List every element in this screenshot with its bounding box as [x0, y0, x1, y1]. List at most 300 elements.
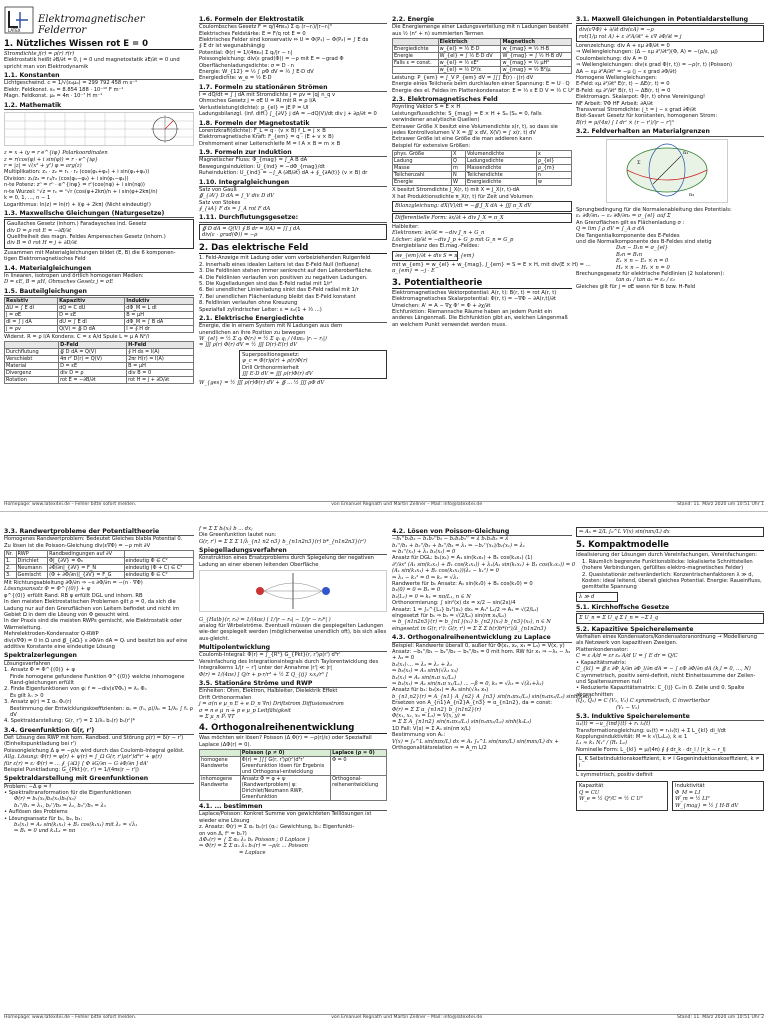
formula-line: W_m = ½ LI²: [675, 796, 710, 803]
formula-line: C_{kl} = ∯ ε ∂Φ_k/∂n ∂Φ_l/∂n dA = − ∫ εΦ ∂Φ/∂n dA (k,l = 0, ..., N): [576, 666, 751, 673]
column-1: [4, 526, 194, 835]
formula-line: Logarithmus: ln(z) = ln(r) + i(φ + 2kπ) (Nicht eindeutig!): [4, 201, 151, 208]
footer-date: Stand: 11. März 2020 um 10:51 Uhr 2: [677, 1015, 764, 1020]
formula-line: Bilanzgleichung: dX(V)/dt = −∯ J_X dA + ∭ π_X dV: [395, 203, 532, 210]
subsection-heading: 3.1. Maxwell Gleichungen in Potentialdarstellung: [576, 16, 764, 24]
table-row: [5, 349, 194, 356]
formula-line: Elektromagnetische Kraft: F_{em} = q · (E + v × B): [199, 134, 334, 141]
table-row: [393, 46, 572, 53]
table-row: [5, 565, 194, 572]
list-item: Bestimmung der Entwicklungskoeffizienten: αₙ = ⟨fₙ, ρ⟩/λₙ = 1/λₙ ∫ fₙ ρ dV: [10, 705, 193, 718]
formula-line: Energiedichte: w_e = ½ E·D: [199, 75, 272, 82]
formula-line: Differentielle Form: ∂x/∂t + div J_X = π_X: [395, 214, 504, 221]
table-cell: Divergenz: [5, 370, 59, 377]
text-line: on von Δ, fⁿ = bₙ?): [199, 830, 247, 837]
table-cell: rot H = j + ∂D/∂t: [127, 377, 194, 384]
formula-line: n-te Potenz: zⁿ = rⁿ · e^{inφ} = rⁿ(cos(nφ) + i sin(nφ)): [4, 182, 145, 189]
table-row: [393, 165, 572, 172]
formula-line: b₁(x₁) = A₁ sin(k₁x₁) + B₁ cos(k₁x₁) mit λ₁ = √λ₁: [14, 822, 138, 829]
formula-line: = ∭ ρ(r) Φ(r) dV = ½ ∭ D(r)·E(r) dV: [199, 342, 297, 349]
formula-line: ⇒ B₁ = 0 und k₁L₁ = nπ: [14, 828, 76, 835]
table-cell: [393, 67, 439, 74]
table-cell: Φ(r) = ∫∫∫ G(r, r')ρ(r')d³r' Greenfunktion lösen für Ergebnis und Orthogonal-entwicklung: [240, 757, 330, 776]
table-cell: ρ_{m}: [536, 165, 571, 172]
footer-homepage[interactable]: Homepage: www.latex4ei.de – Fehler bitte sofort melden.: [4, 502, 137, 507]
formula-line: ε₁ ∂Φ/∂n₁ − ε₂ ∂Φ/∂n₂ = σ_{el} auf Σ: [576, 213, 671, 220]
text-line: Leistungsflussdichte: S_{mag} = E × H + S₀ (S₀ = 0, falls verwindener analytische Quellen): [392, 110, 542, 124]
subsection-heading: 1.9. Formeln zur Induktion: [199, 149, 387, 157]
table-cell: X: [451, 151, 465, 158]
formula-line: Poissongleichung: div(ε grad(Φ)) = −ρ mit E = −grad Φ: [199, 56, 344, 63]
table-cell: Teilchendichte: [465, 172, 536, 179]
inductance-coefficient-box: [576, 754, 764, 771]
formula-line: div D = ρ rot E = −∂B/∂t: [7, 227, 72, 234]
table-cell: inhomogene Randwerte: [200, 776, 241, 801]
maxwell-potential-box: [576, 25, 764, 42]
table-cell: Verschiebt: [5, 356, 59, 363]
formula-line: Φ(r) = Σ Σ α_{n1n2} b_{n1n2}(r): [392, 706, 482, 713]
list-item: • Lösungsansatz für b₁, b₂, b₃:: [4, 815, 83, 822]
text-line: Energie eines Teilchens beim durchlaufen einer Spannung: E = U · Q: [392, 81, 570, 88]
formula-line: λ ≫ d: [579, 593, 595, 600]
table-cell: m: [451, 165, 465, 172]
column-2: [199, 526, 387, 856]
formula-line: b₁''/b₁ = λ₁, b₂''/b₂ = λ₂, b₃''/b₃ = λ₃: [14, 802, 106, 809]
text-line: Zusammen mit Materialgleichungen bildet (E, B) die 6 komponen-: [4, 249, 176, 256]
table-cell: Q: [451, 158, 465, 165]
subsection-heading: 1.1. Konstanten: [4, 72, 194, 80]
table-cell: Energie: [393, 53, 439, 60]
table-cell: x: [536, 151, 571, 158]
list-item: 6. Bei unendlicher Linienladung sinkt das E-Feld radial mit 1/r: [199, 287, 359, 294]
formula-line: Lorenzeichung: div A + εμ ∂Φ/∂t = 0: [576, 43, 670, 50]
box-title: Induktivität: [675, 783, 705, 790]
text-line: In den meisten Elektrostatischen Problemen gilt ρ = 0, da sich die Ladung nur auf den Grenzflächen von Leitern befindet und nicht im Gebiet Ω in dem die Lösung von Φ gesucht wird.: [4, 599, 180, 619]
list-item: 5. Die Kugelladungen sind das E-Feld radial mit 1/r²: [199, 281, 333, 287]
page-footer: [4, 501, 764, 508]
subsection-heading: Spiegelladungsverfahren: [199, 547, 387, 555]
table-cell: w: [536, 179, 571, 186]
formula-line: W_{mag} = ½ ∫ H·B dV: [675, 802, 739, 809]
text-line: X hat Produktionsdichte π_X(r, t) für Zeit und Volumen: [392, 193, 533, 200]
table-row: [5, 558, 194, 565]
logo-text: LATEX: [8, 28, 21, 33]
formula-line: Multiplikation: z₁ · z₂ = r₁ · r₂ (cos(φ₁+φ₂) + i sin(φ₁+φ₂)): [4, 169, 150, 176]
list-item: 8. Feldlinien verlaufen ohne Kreuzung: [199, 300, 298, 307]
table-header-cell: Resistiv: [5, 297, 58, 304]
text-line: C symmetrisch, positiv semi-definit, nicht Einheitssumme der Zeilen- und Spaltensummen null: [576, 672, 756, 685]
text-line: mit w_{em} = w_{el} + w_{mag}, J_{em} = S = E × H, mit div(E × H) = ...: [392, 261, 591, 268]
table-cell: Randbedingungen auf ∂V: [48, 551, 124, 558]
formula-line: 1D Fall: V(x) = Σ Aₙ sin(nπ x/L): [392, 725, 471, 732]
wavelength-box: [576, 592, 618, 602]
formula-line: Ruheinduktion: U_{ind} = −∫_A (∂B/∂t) dA + ∮_{∂A(t)} (v × B) dr: [199, 170, 368, 177]
superposition-box: [239, 350, 387, 380]
footer-homepage[interactable]: Homepage: www.latex4ei.de – Fehler bitte sofort melden.: [4, 1015, 137, 1020]
list-item: 3. Ansatz φ(r) = Σ αₙ Φₙ(r): [4, 699, 72, 706]
table-cell: Energiedichte: [465, 179, 536, 186]
text-line: Gaußsches Gesetz (inhom.) Faradaysches ind. Gesetz: [7, 221, 147, 228]
text-line: Lösungsverfahren: [4, 660, 51, 667]
table-cell: dΦ_M = L dI: [125, 304, 194, 311]
text-line: Beispiel für extensive Größen:: [392, 142, 471, 149]
table-cell: Φ = 0: [331, 757, 387, 776]
table-cell: [124, 551, 194, 558]
unit-circle-table-figure: [4, 112, 194, 146]
formula-line: σ = n e μ_n + p e μ_p Leitfähigkeit: [199, 707, 292, 714]
table-cell: ΔU = ∫ E dl: [5, 304, 58, 311]
text-line: In der Praxis sind die meisten RWPs gemischt, wie Elektrostatik oder Wärmeleitung.: [4, 618, 183, 631]
list-item: • Auflösen des Problems: [4, 809, 68, 816]
table-row: [393, 60, 572, 67]
table-cell: w_{mag} = ½ B²/μ: [501, 67, 572, 74]
formula-line: W_e = ½ Q²/C = ½ C U²: [579, 796, 643, 803]
column-4: [576, 14, 764, 290]
text-line: Energiebilanz des El.mag.-Feldes:: [392, 243, 480, 250]
formula-line: ⇒ Wellengleichungen: (Δ − εμ ∂²/∂t²)(Φ, A) = −(ρ/ε, μj): [576, 49, 718, 56]
table-cell: Rotation: [5, 377, 59, 384]
text-line: Poissongleichung Δ φ = −ρ/ε wird durch das Coulomb-Integral gelöst.: [4, 747, 185, 754]
table-header-cell: [200, 750, 241, 757]
formula-line: Nominelle Form: L_{kl} = μ/(4π) ∮ ∮ dr_k · dr_l / |r_k − r_l|: [576, 746, 726, 753]
table-cell: phys. Größe: [393, 151, 452, 158]
energy-balance-box: [392, 251, 475, 261]
table-cell: Dirichlet: [16, 558, 48, 565]
table-header-cell: [393, 39, 439, 46]
list-item: • Kapazitätsmatrix:: [576, 659, 627, 666]
table-cell: 4π r² D(r) = Q(V): [59, 356, 127, 363]
table-cell: w_{el} = ½ E·D: [438, 46, 501, 53]
formula-line: ∯_{∂V} D dA = ∫_V div D dV: [199, 193, 275, 200]
text-line: (Einheitspunktladung bei r'): [4, 741, 77, 748]
formula-line: V(x) = ∫₀^L sin(nπx/L) dx = A₁ ∫₀^L sin(nπx/L) sin(mπx/L) dx +: [392, 738, 559, 745]
text-line: Verhalten eines Kondensators/Kondensatoranordnung → Modellierung als Netzwerk von kapazitiven Zweigen.: [576, 634, 757, 647]
column-4: [576, 526, 764, 812]
formula-line: Φ(r) = b₁(x₁)b₂(x₂)b₃(x₃): [14, 796, 76, 803]
formula-line: Elektrisches Felder sind konservativ ⇔ U = Φ(P₁) − Φ(P₂) = ∫ E ds: [199, 37, 369, 44]
table-cell: I = ∮ H dr: [125, 325, 194, 332]
table-cell: eindeutig (Φ + C) ∈ C²: [124, 565, 194, 572]
durchflutung-box: [199, 224, 387, 241]
formula-line: ⇒ λ₁ − k₁² = 0 ⇒ k₁ = √λ₁: [392, 574, 459, 581]
table-cell: Gemischt: [16, 572, 48, 579]
subsection-heading: 1.5. Bauteilgleichungen: [4, 288, 194, 296]
text-line: Satz von Gauß: [199, 186, 237, 193]
formula-line: ⇒ b₃(x₃) = A₃ sinh(√λ₃ x₃): [392, 668, 458, 675]
formula-line: E-Feld: εμ ∂²/∂t² E(r, t) − ΔE(r, t) = 0: [576, 81, 670, 88]
formula-line: f = Σ Σ bᵢ(xᵢ) b ... dxⱼ: [199, 526, 253, 532]
table-cell: B = μH: [127, 363, 194, 370]
capacitance-inductance-summary: [576, 780, 764, 812]
table-header-cell: Laplace (ρ = 0): [331, 750, 387, 757]
table-cell: W: [451, 179, 465, 186]
table-cell: D = εE: [58, 311, 125, 318]
formula-line: eingesetzt für b₁ ⇒ b₁ = √(2/L₁) sin(nπ x₁/L₁): [392, 613, 507, 620]
table-row: [200, 757, 387, 776]
formula-line: u₁(t) = −u_{ind}(t) + r₁ i₁(t): [576, 721, 651, 728]
text-line: spricht man von Elektrodynamik: [4, 63, 89, 70]
field-comparison-table: [4, 341, 194, 384]
table-cell: w_{el} = ½ D²/ε: [438, 67, 501, 74]
constant-line: Lichtgeschwind. c = 1/√(ε₀μ₀) = 299 792 458 m s⁻¹: [4, 80, 138, 87]
table-cell: ρ_{el}: [536, 158, 571, 165]
list-item: 2. Finde Eigenfunktionen von φ: f = −div(ε∇Φₙ) = λₙ Φₙ: [4, 686, 147, 693]
formula-line: Drehmoment einer Leiterschleife M = I A × B = m × B: [199, 140, 341, 147]
text-line: Homogene Wellengleichungen:: [576, 75, 657, 82]
list-item: 3. Die Feldlinien stehen immer senkrecht auf den Leiteroberfläche.: [199, 268, 373, 275]
formula-line: ψ_c = Φ(r)ρ(r) + ρ(r)Φ(r): [242, 358, 308, 365]
table-row: [393, 172, 572, 179]
list-item: 7. Bei unendlichen Flächenladung bleibt das E-Feld konstant: [199, 293, 356, 300]
text-line: analog für Wirbelströme. Eventuell müssen die gespiegelten Ladungen wie-der gespiegelt werden (möglicherweise unendlich oft), bis sich alles aus-gleicht.: [199, 623, 387, 642]
component-equations-table: [4, 297, 194, 333]
text-line: An Grenzflächen gilt es Flächenladung σ :: [576, 219, 685, 226]
table-cell: eindeutig Φ ∈ C²: [124, 558, 194, 565]
column-1: [4, 14, 194, 385]
formula-line: b₁(L₁) = 0 ⇒ k₁ = nπ/L₁, n ∈ N: [392, 593, 471, 600]
table-cell: div B = 0: [127, 370, 194, 377]
formula-line: b_{n1,n2}(r) = A_{n1} A_{n2} A_{n3} sin(n₁πx₁/L₁) sin(n₂πx₂/L₂) sinh(k₃x₃): [392, 693, 592, 700]
table-cell: Ansatz Φ = φ + ψ (Randwertproblem) φ: Dirichlet/Neumann RWP, Greenfunktion: [240, 776, 330, 801]
formula-line: G_{Halb}(r, r₀) = 1/(4πε) ( 1/|r − r₀| − 1/|r − r₀*| ): [199, 616, 331, 623]
formula-line: Ansatz für DGL: b₁(x₁) = A₁ sin(k₁x₁) + B₁ cos(k₁x₁) (1): [392, 555, 533, 562]
formula-line: Elektronen: ∂n/∂t = −div J_n + G_n: [392, 230, 485, 237]
energy-table: [392, 38, 572, 74]
formula-line: D₂n − D₁n = σ_{el}: [616, 245, 668, 252]
kirchhoff-box: [576, 613, 764, 623]
table-header-cell: Elektrisch: [438, 39, 501, 46]
formula-line: b₁(x₁)·... ⇒ λ₃ = λ₁ + λ₂: [392, 661, 453, 668]
section-heading: 1. Nützliches Wissen rot E = 0: [4, 39, 194, 50]
table-cell: dΦ_M = ∫ B dA: [125, 318, 194, 325]
subsection-heading: 1.7. Formeln zu stationären Strömen: [199, 84, 387, 92]
section-heading: 2. Das elektrische Feld: [199, 243, 387, 254]
table-cell: homogene Randwerte: [200, 757, 241, 776]
list-item: • Reduzierte Kapazitätsmatrix: C_{ij} C₀ in 0. Zeile und 0. Spalte abgeschnitten: [576, 685, 745, 698]
formula-line: Ersetzen von A_{n1}A_{n2}A_{n3} = α_{n1n2}, da = const:: [392, 700, 553, 707]
formula-line: B(r) = μ/(4π) ∫ I dr' × (r − r')/|r − r'|³: [576, 119, 674, 126]
text-line: Satz von Stokes: [199, 199, 241, 206]
table-cell: Ladungsdichte: [465, 158, 536, 165]
subsection-heading: 1.10. Integralgleichungen: [199, 179, 387, 187]
table-header-cell: Induktiv: [125, 297, 194, 304]
subsection-heading: 3.4. Greenfunktion G(r, r'): [4, 727, 194, 735]
differential-box: [392, 213, 572, 223]
table-row: [393, 67, 572, 74]
text-line: Gleiches gilt für j = σE wenn für B bzw. H-Feld: [576, 283, 696, 290]
text-line: Extrawer Größe X besitzt eine Volumendichte x(r, t), so dass sie jedes Kontrollvolumen V X = ∭ x dV, X(V) = ∫ x(r, t) dV: [392, 123, 558, 137]
formula-line: Stromdichte j(r) = ρ(r) ṙ(r): [4, 51, 75, 57]
text-line: Superpositionsgesetz:: [242, 351, 300, 358]
fourier-coefficient-box: [576, 527, 764, 537]
table-cell: Ladung: [393, 158, 452, 165]
formula-line: G(r, r') = Σ Σ Σ 1/λ_{n1 n2 n3} b_{n1n2n3}(r) b*_{n1n2n3}(r'): [199, 538, 366, 545]
formula-line: ⇒ Φ(r) = Σ Σ αₙ λₙ bₙ(r) = −ρ/ε ... Poisson: [199, 843, 308, 850]
text-line: Einheiten: Ohm, Elektron, Halbleiter, Dielektrik Effekt: [199, 688, 338, 695]
table-cell: Φ|_{∂V} = Φ₀: [48, 558, 124, 565]
formula-line: Coulomb-Integral: Φ(r) = ∫_{R³} G_{Pkt}(r, r')ρ(r') d³r': [199, 652, 341, 659]
formula-line: ⇒ b₁(x₁) = A₁ sin(n₁π x₁/L₁) ... −β = 0, k₃ = √λ₃ = √(λ₁+λ₂): [392, 680, 544, 687]
formula-line: Transversal Stromdichte: j_t = j − ε grad ∂Φ/∂t: [576, 107, 697, 114]
page-2: [0, 512, 768, 1024]
table-header-cell: [5, 342, 59, 349]
table-header-cell: D-Feld: [59, 342, 127, 349]
text-line: Sprungbedingung für die Normalenableitung des Potentials:: [576, 206, 732, 213]
text-line: NF Arbeit: ∇Φ HF Arbeit: ∂A/∂t: [576, 100, 654, 107]
subsection-heading: 1.8. Formeln der Magnetostatik: [199, 120, 387, 128]
subsection-heading: 3.3. Randwertprobleme der Potentialtheorie: [4, 528, 194, 536]
formula-line: Elektrisches Feldstärke: E = F/q rot E = 0: [199, 30, 306, 37]
text-line: Widerst. R = ρ l/A Kondens. C = ε A/d Spule L = μ A N²/l: [4, 333, 150, 340]
formula-line: W_{el} = ½ Σ qᵢ Φ(rᵢ) = ½ Σ qᵢ qⱼ / (4πε₀ |rᵢ − rⱼ|): [199, 336, 327, 343]
table-cell: W_{el} = ∫ ½ E·D dV: [438, 53, 501, 60]
table-cell: eindeutig Φ ∈ C²: [124, 572, 194, 579]
list-item: 4. Spektraldarstellung: G(r, r') = Σ 1/λₙ bₙ(r) bₙ(r')*: [4, 718, 136, 725]
table-cell: 1.: [5, 558, 17, 565]
formula-line: für ε(r) = ε: Φ(r) = ... ∮_{∂Ω} [ Φ ∂G/∂n − G ∂Φ/∂n ] dA': [4, 760, 149, 767]
formula-line: B-Feld: εμ ∂²/∂t² B(r, t) − ΔB(r, t) = 0: [576, 87, 671, 94]
formula-line: Σ U_n = Σ U_q Σ I_n = −Σ I_q: [579, 615, 659, 622]
subsection-heading: 4.3. Orthogonalreihenentwicklung zu Laplace: [392, 634, 572, 642]
formula-line: Oberflächenladungsdichte: σ = D · n: [199, 62, 294, 69]
subsection-heading: 3.2. Feldverhalten an Materialgrenzen: [576, 128, 764, 136]
text-line: Energie des el. Feldes im Plattenkondensator: E = ½ ε E D V = ½ C U²: [392, 87, 574, 94]
formula-line: π_{em} = −j · E: [392, 268, 435, 275]
list-item: 2. Innerhalb eines idealen Leiters ist das E-Feld Null (Influenz): [199, 261, 360, 268]
page-footer: [4, 1014, 764, 1021]
subsection-heading: 2.3. Elektromagnetisches Feld: [392, 96, 572, 104]
table-row: [5, 311, 194, 318]
text-line: Spezialfall zylindrischer Leiter: ε = ε₀(1 + ½ ...): [199, 306, 322, 313]
table-header-cell: Magnetisch: [501, 39, 572, 46]
formula-line: B₂n = B₁n: [616, 251, 643, 258]
text-line: Def: Lösung des RWP mit hom. Randbed. und Störung ρ(r) = δ(r − r'): [4, 734, 184, 741]
formula-line: r = |z| = √(x² + y²) φ = arg(z): [4, 163, 82, 170]
title-line-2: Felderror: [38, 25, 87, 36]
subsection-heading: 5.2. Kapazitive Speicherelemente: [576, 626, 764, 634]
text-line: Konstruktion eines Ersatzproblems durch Spiegelung der negativen Ladung an einer ebenen leitenden Oberfläche: [199, 555, 374, 568]
text-line: Idealisierung der Lösungen durch Vereinfachungen, Vereinfachungen:: [576, 552, 757, 559]
subsection-heading: 1.11. Durchflutungsgesetze:: [199, 214, 387, 222]
formula-line: ⇒ b_{n1n2n3}(r) = b_{n1}(x₁) b_{n2}(x₂) b_{n3}(x₃), n ∈ N: [392, 619, 551, 626]
formula-line: Orthonormierung: ∫ sin²(x) dx = x/2 − sin(2x)/4: [392, 600, 516, 607]
table-cell: RWP: [16, 551, 48, 558]
table-cell: ∮ H ds = I(A): [127, 349, 194, 356]
formula-line: div(ε · grad(Φ)) = −ρ: [202, 231, 258, 238]
formula-line: ⇒ Aₙ = 2/L ∫₀^L V(x) sin(nπx/L) dx: [579, 529, 670, 535]
formula-line: I = dQ/dt = ∫ j dA mit Stromdichte j = ρv = |q| n_q v: [199, 92, 336, 99]
table-cell: div D = ρ: [59, 370, 127, 377]
table-cell: Nr.: [5, 551, 17, 558]
formula-line: z = r(cos(φ) + i sin(φ)) = r · e^{iφ}: [4, 156, 98, 163]
table-row: [5, 356, 194, 363]
table-row: [5, 318, 194, 325]
table-row: [393, 53, 572, 60]
subsection-heading: Multipolentwicklung: [199, 644, 387, 652]
table-cell: Massendichte: [465, 165, 536, 172]
table-cell: Durchflutung: [5, 349, 59, 356]
text-line: Mit Richtungsableitung ∂Φ/∂n ⇒ −ε ∂Φ/∂n = −(n · ∇Φ): [4, 580, 143, 587]
formula-line: tan α₁ / tan α₂ = ε₁ / ε₂: [616, 277, 675, 284]
formula-line: Randwerte für b₁ Ansatz: A₁ sin(k₁0) + B₁ cos(k₁0) = 0: [392, 581, 533, 588]
text-line: Zu lösen ist die Poisson-Gleichung div(ε∇Φ) = −ρ mit ∂V: [4, 542, 151, 549]
constant-line: Elektr. Feldkonst. ε₀ = 8.854 188 · 10⁻¹² F m⁻¹: [4, 86, 124, 93]
formula-line: Allg. Lösung: Φ(r) = φ(r) + ψ(r) = ∫_Ω G(r, r')ρ(r')d³r' + ψ(r): [4, 754, 162, 761]
capacitance-box: [576, 781, 668, 811]
text-line: X besitzt Stromdichte J_X(r, t) mit X = J_X(r, t)·dA: [392, 187, 520, 194]
formula-line: E₁ × n − E₂ × n = 0: [616, 258, 669, 265]
table-cell: dQ = C dU: [58, 304, 125, 311]
formula-line: Umeichen: A' = A − ∇χ Φ' = Φ + ∂χ/∂t: [392, 302, 491, 309]
text-line: In linearen, isotropen und örtlich homogenen Medien:: [4, 272, 144, 279]
table-cell: rot E = −∂B/∂t: [59, 377, 127, 384]
box-title: Kapazität: [579, 783, 604, 790]
subsection-heading: 1.3. Maxwellsche Gleichungen (Naturgesetze): [4, 210, 194, 218]
table-cell: Orthogonal-reihenentwicklung: [331, 776, 387, 801]
subsection-heading: 2.1. Elektrische Energiedichte: [199, 315, 387, 323]
formula-line: Verlustleistung(dichte): p_{el} = jE P = UI: [199, 104, 309, 111]
formula-line: (V₁ − V₂): [616, 704, 640, 711]
formula-line: Magnetischer Fluss: Φ_{mag} = ∫_A B dA: [199, 157, 308, 164]
table-cell: w_{el} = ½ εE²: [438, 60, 501, 67]
text-line: Brechungsgesetz für elektrische Feldlinien (2 Isolatoren):: [576, 270, 725, 277]
formula-line: ∂w_{em}/∂t + div S = π_{em}: [395, 252, 475, 259]
mirror-charge-figure: [199, 570, 387, 612]
list-item: Es gilt λₙ > 0: [10, 692, 44, 699]
table-header-cell: H-Feld: [127, 342, 194, 349]
formula-line: = Σ Σ A_{n1n2} sin(n₁πx₁/L₁) sin(n₂πx₂/L₂) sinh(k₃L₃): [392, 719, 532, 726]
table-cell: N: [451, 172, 465, 179]
table-row: [5, 572, 194, 579]
table-cell: Teilchenzahl: [393, 172, 452, 179]
table-cell: D = εE: [59, 363, 127, 370]
balance-box: [392, 201, 572, 211]
text-line: Extrawer Größe ist eine Größe die man addieren kann: [392, 136, 533, 143]
extensive-quantities-table: [392, 150, 572, 186]
table-cell: n: [536, 172, 571, 179]
text-line: Was möchten wir lösen? Poisson (Δ Φ(r) = −ρ(r)/ε) oder Spezialfall Laplace (ΔΦ(r) = 0).: [199, 735, 372, 748]
subsection-heading: Spektralzerlegungen: [4, 652, 194, 660]
table-cell: Energie: [393, 179, 452, 186]
formula-line: Kopplungsinduktivität: M = k √(L₁L₂), k ≤ 1: [576, 733, 688, 740]
doc-title: [38, 14, 194, 36]
table-row: [5, 377, 194, 384]
table-cell: 2πr H(r) = I(A): [127, 356, 194, 363]
text-line: Biot-Savart Gesetz für konstanten, homogenen Strom:: [576, 113, 718, 120]
table-cell: j = σE: [5, 311, 58, 318]
text-line: und die Normalkomponente des B-Feldes sind stetig: [576, 238, 712, 245]
svg-text:Σ: Σ: [637, 159, 641, 166]
formula-line: Löcher: ∂p/∂t = −div J_p + G_p mit G_n = G_p: [392, 236, 514, 243]
formula-line: Bewegungsinduktion: U_{ind} = −dΦ_{mag}/dt: [199, 163, 325, 170]
text-line: Problem: −Δ φ = f: [4, 783, 52, 790]
formula-line: = Laplace: [239, 849, 266, 856]
formula-line: Q = lim ∫ ρ dV = ∫_A σ dA: [576, 226, 645, 233]
table-cell: dI = ∫ j dA: [5, 318, 58, 325]
subsection-heading: 1.6. Formeln der Elektrostatik: [199, 16, 387, 24]
list-item: 4. Die Feldlinien verlaufen von positiven zu negativen Ladungen.: [199, 274, 368, 281]
formula-line: Leistung: P_{em} = ∫_V P_{em} dV = ∫∫∫ Ē(r) · j(r) dV: [392, 75, 534, 82]
text-line: Vereinfachung des Integrationsintegrals durch Taylorentwicklung des Integralkerns 1/|r − r'| unter der Annahme |r'| ≪ |r|: [199, 658, 379, 672]
subsection-heading: 4.2. Lösen von Poisson-Gleichung: [392, 528, 572, 536]
table-cell: (Φ + ∂Φ/∂n)|_{∂V} = F_G: [48, 572, 124, 579]
table-cell: Energiedichte: [393, 46, 439, 53]
formula-line: Beispiel Punktladung: G_{Pkt}(r, r') = 1/(4πε|r − r'|): [4, 766, 139, 773]
section-heading: 4. Orthogonalreihenentwicklung: [199, 723, 387, 734]
formula-line: −b₁''b₂b₃ − b₁b₂''b₃ − b₁b₂b₃'' = λ b₁b₂b₃ = λ: [392, 536, 509, 543]
table-row: [393, 179, 572, 186]
formula-line: Ansatz für b₃: b₃(x₃) = A₃ sinh(√λ₃ x₃): [392, 687, 489, 694]
